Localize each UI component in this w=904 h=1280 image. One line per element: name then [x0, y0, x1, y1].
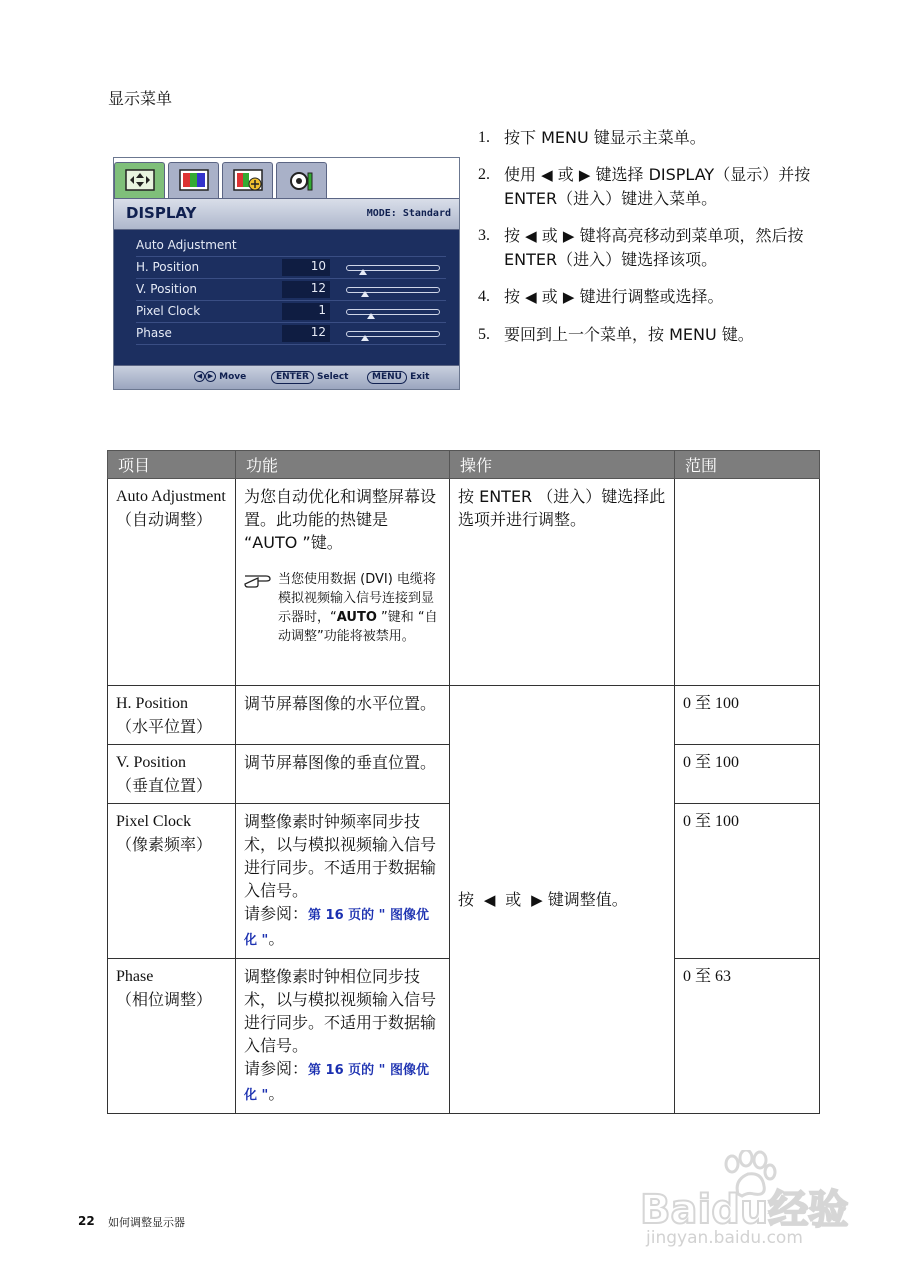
function-cell [236, 479, 450, 686]
osd-row-v-position [136, 280, 446, 301]
step-item [478, 163, 828, 210]
osd-footer [114, 365, 459, 389]
function-cell: 调节屏幕图像的垂直位置。 [236, 745, 450, 804]
note-text: 当您使用数据 (DVI) 电缆将模拟视频输入信号连接到显示器时，“ [278, 572, 436, 625]
header-range: 范围 [675, 451, 820, 479]
osd-row-phase [136, 324, 446, 345]
osd-tab-display [114, 162, 165, 198]
osd-slider [346, 265, 440, 271]
header-operation: 操作 [450, 451, 675, 479]
item-cell [108, 804, 236, 959]
step-text: 按 [504, 226, 521, 245]
function-cell: 调节屏幕图像的水平位置。 [236, 686, 450, 745]
pointing-hand-icon [244, 572, 272, 588]
step-text: 按 [504, 287, 521, 306]
watermark-url: jingyan.baidu.com [646, 1228, 803, 1248]
right-triangle-icon: ▶ [562, 288, 575, 306]
function-text: 调整像素时钟相位同步技术，以与模拟视频输入信号进行同步。不适用于数据输入信号。 [244, 967, 437, 1055]
item-cell [108, 479, 236, 686]
step-text: 要回到上一个菜单，按 MENU 键。 [504, 325, 754, 344]
osd-slider-thumb [361, 291, 369, 297]
osd-row-label: Auto Adjustment [136, 238, 237, 252]
reference-prefix: 请参阅： [244, 904, 309, 923]
osd-row-label: Phase [136, 326, 172, 340]
reference-suffix: 。 [268, 929, 285, 948]
step-text: 使用 [504, 165, 537, 184]
operation-text: 按 [458, 889, 475, 909]
header-function: 功能 [236, 451, 450, 479]
item-name-en: Auto Adjustment [116, 488, 226, 505]
osd-row-value: 12 [282, 325, 330, 342]
left-triangle-icon: ◀ [479, 890, 501, 909]
function-cell [236, 959, 450, 1114]
left-arrow-icon: ◀ [194, 371, 205, 382]
step-item [478, 224, 828, 271]
step-text: 或 [541, 226, 558, 245]
item-cell [108, 686, 236, 745]
note-auto-key: AUTO [336, 610, 377, 625]
item-name-cn: （自动调整） [116, 510, 213, 529]
item-cell [108, 745, 236, 804]
function-text: 调整像素时钟频率同步技术，以与模拟视频输入信号进行同步。不适用于数据输入信号。 [244, 812, 437, 900]
left-triangle-icon: ◀ [541, 166, 553, 184]
picture-advanced-icon [233, 169, 263, 193]
step-number: 5. [478, 326, 490, 343]
left-triangle-icon: ◀ [525, 288, 537, 306]
osd-footer-enter [271, 371, 348, 384]
item-name-cn: （像素频率） [116, 835, 213, 854]
reference-prefix: 请参阅： [244, 1059, 309, 1078]
osd-row-pixel-clock [136, 302, 446, 323]
osd-header [114, 198, 459, 230]
note-text: ”键和 “自动调整”功能将被禁用。 [278, 610, 438, 644]
steps-list [478, 126, 828, 360]
osd-tab-system [276, 162, 327, 198]
osd-slider [346, 309, 440, 315]
step-text: 键选择 DISPLAY（显示）并按 ENTER（进入）键进入菜单。 [504, 165, 811, 208]
system-settings-icon [287, 169, 317, 193]
osd-menu-screenshot [113, 157, 460, 390]
operation-text: 或 [505, 889, 522, 909]
image-optimization-link[interactable]: 第 16 页的 " 图像优化 " [244, 1063, 429, 1103]
item-cell [108, 959, 236, 1114]
step-item [478, 323, 828, 346]
right-triangle-icon: ▶ [578, 166, 591, 184]
operation-cell-adjust [450, 686, 675, 1114]
step-number: 4. [478, 288, 490, 305]
osd-row-label: V. Position [136, 282, 198, 296]
step-text: 键将高亮移动到菜单项，然后按 ENTER（进入）键选择该项。 [504, 226, 804, 269]
osd-footer-move [194, 371, 246, 382]
operation-cell: 按 ENTER （进入）键选择此选项并进行调整。 [450, 479, 675, 686]
range-cell: 0 至 100 [675, 686, 820, 745]
osd-slider-thumb [361, 335, 369, 341]
item-name-en: Phase [116, 968, 154, 985]
osd-tab-picture-advanced [222, 162, 273, 198]
step-item [478, 285, 828, 309]
osd-row-value: 10 [282, 259, 330, 276]
osd-row-h-position [136, 258, 446, 279]
osd-row-auto-adjustment [136, 236, 446, 257]
osd-tab-bar [114, 158, 459, 198]
osd-slider-thumb [367, 313, 375, 319]
baidu-watermark [640, 1150, 880, 1250]
osd-slider [346, 331, 440, 337]
step-number: 2. [478, 166, 490, 183]
display-adjust-icon [125, 169, 155, 193]
osd-row-label: H. Position [136, 260, 200, 274]
osd-slider [346, 287, 440, 293]
osd-footer-menu [367, 371, 429, 384]
step-number: 1. [478, 129, 490, 146]
range-cell [675, 479, 820, 686]
picture-icon [179, 169, 209, 193]
function-cell [236, 804, 450, 959]
range-cell: 0 至 100 [675, 804, 820, 959]
enter-key-label: ENTER [271, 371, 314, 384]
osd-slider-thumb [359, 269, 367, 275]
function-table [107, 450, 820, 1114]
osd-footer-select-label: Select [317, 372, 349, 382]
header-item: 项目 [108, 451, 236, 479]
step-text: 按下 MENU 键显示主菜单。 [504, 128, 706, 147]
table-row-h-position [108, 686, 820, 745]
note [244, 570, 441, 646]
item-name-en: Pixel Clock [116, 813, 192, 830]
operation-text: 键调整值。 [547, 889, 628, 909]
item-name-cn: （水平位置） [116, 717, 213, 736]
page-number: 22 [78, 1214, 95, 1228]
item-name-cn: （垂直位置） [116, 776, 213, 795]
step-text: 或 [557, 165, 574, 184]
range-cell: 0 至 63 [675, 959, 820, 1114]
table-row-auto-adjustment [108, 479, 820, 686]
osd-tab-picture [168, 162, 219, 198]
osd-title: DISPLAY [126, 204, 197, 222]
item-name-en: H. Position [116, 695, 189, 712]
osd-mode: MODE: Standard [366, 208, 451, 219]
function-text: 为您自动优化和调整屏幕设置。此功能的热键是 “AUTO ”键。 [244, 487, 437, 552]
range-cell: 0 至 100 [675, 745, 820, 804]
left-triangle-icon: ◀ [525, 227, 537, 245]
step-item [478, 126, 828, 149]
osd-row-value: 1 [282, 303, 330, 320]
osd-footer-exit-label: Exit [410, 372, 430, 382]
table-header-row [108, 451, 820, 479]
osd-row-value: 12 [282, 281, 330, 298]
step-number: 3. [478, 227, 490, 244]
step-text: 键进行调整或选择。 [579, 287, 724, 306]
step-text: 或 [541, 287, 558, 306]
right-arrow-icon: ▶ [205, 371, 216, 382]
reference-suffix: 。 [268, 1084, 285, 1103]
image-optimization-link[interactable]: 第 16 页的 " 图像优化 " [244, 908, 429, 948]
menu-key-label: MENU [367, 371, 407, 384]
footer-chapter: 如何调整显示器 [108, 1217, 185, 1229]
right-triangle-icon: ▶ [562, 227, 575, 245]
right-triangle-icon: ▶ [526, 890, 543, 909]
osd-footer-move-label: Move [219, 372, 247, 382]
section-title: 显示菜单 [108, 89, 173, 108]
osd-row-label: Pixel Clock [136, 304, 201, 318]
watermark-brand: Baidu经验 [640, 1187, 849, 1233]
item-name-en: V. Position [116, 754, 186, 771]
item-name-cn: （相位调整） [116, 990, 213, 1009]
